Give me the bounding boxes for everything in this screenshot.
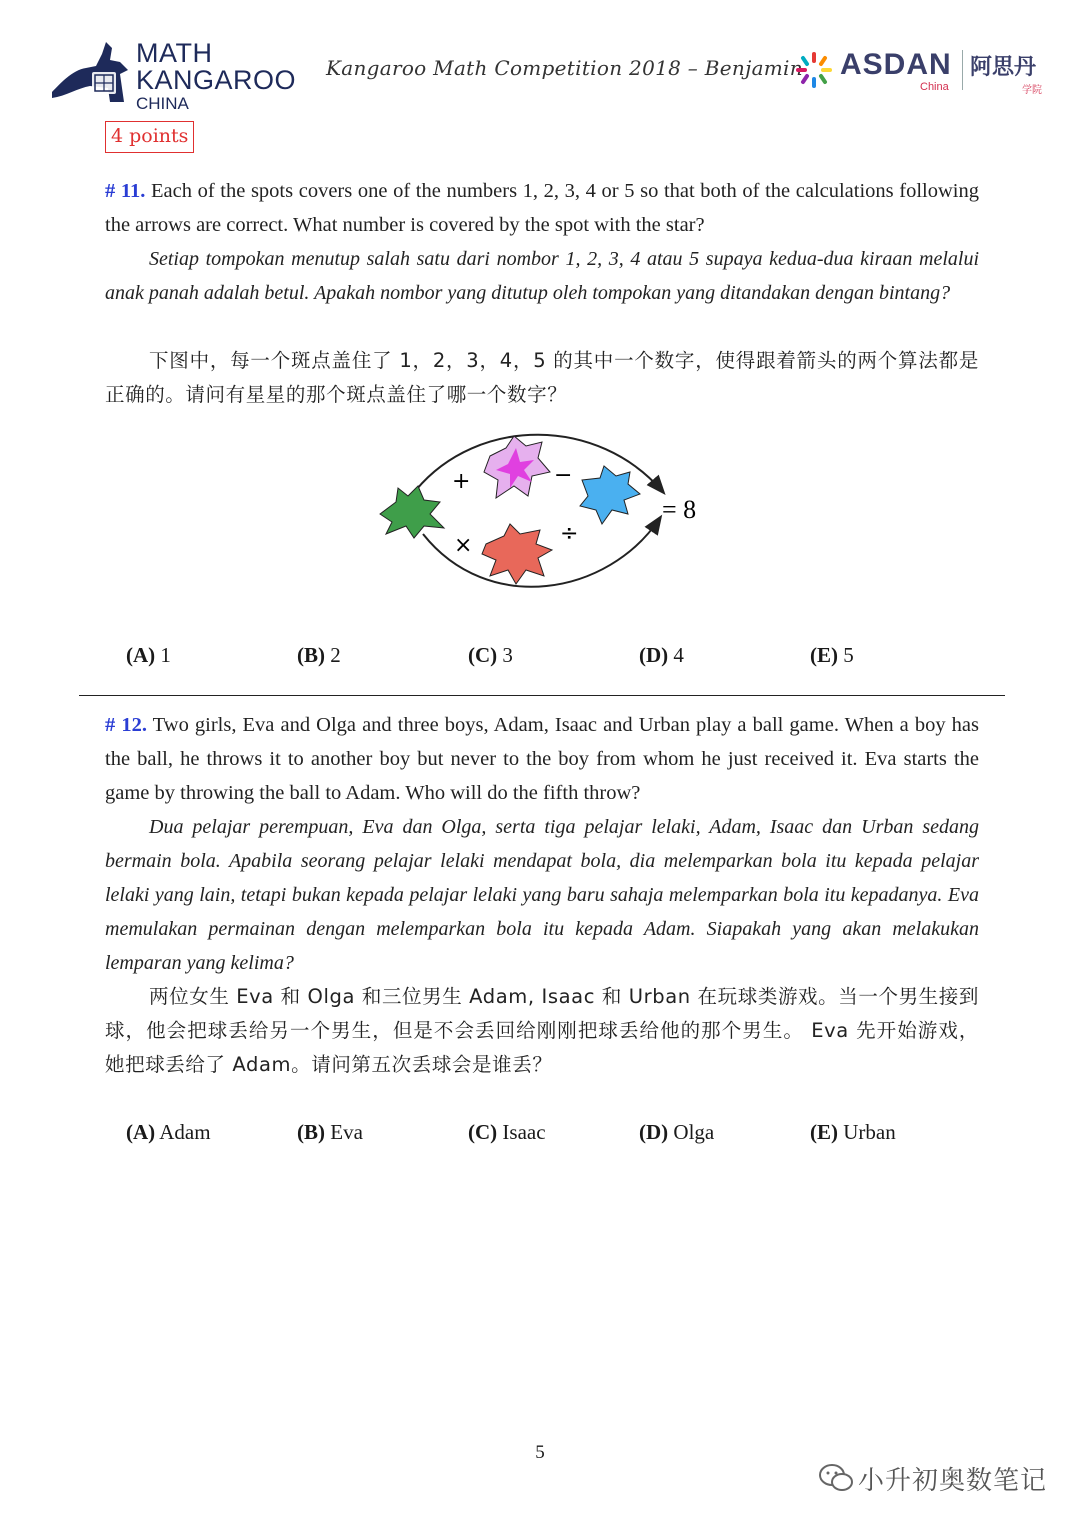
q12-english [105, 708, 979, 810]
option-value: Eva [330, 1120, 363, 1144]
q12-option-c[interactable] [468, 1120, 546, 1145]
logo-line-china: CHINA [136, 94, 189, 113]
q12-option-d[interactable] [639, 1120, 714, 1145]
option-letter: (A) [126, 1120, 156, 1144]
q11-malay: Setiap tompokan menutup salah satu dari nombor 1, 2, 3, 4 atau 5 supaya kedua-dua kiraan melalui anak panah adalah betul. Apakah nombor yang ditutup oleh tompokan yang ditandakan dengan bintang? [105, 248, 979, 304]
q11-option-a[interactable] [126, 643, 171, 668]
q11-option-b[interactable] [297, 643, 341, 668]
option-letter: (D) [639, 1120, 669, 1144]
option-value: Isaac [502, 1120, 546, 1144]
page-header-title: Kangaroo Math Competition 2018 – Benjamin [326, 56, 803, 80]
option-value: Olga [673, 1120, 715, 1144]
option-letter: (C) [468, 643, 498, 667]
asdan-china-label: China [920, 81, 949, 93]
option-value: Adam [159, 1120, 211, 1144]
q12-number: # 12. [105, 714, 147, 736]
q11-chinese: 下图中，每一个斑点盖住了 1，2，3，4，5 的其中一个数字，使得跟着箭头的两个算法都是正确的。请问有星星的那个斑点盖住了哪一个数字？ [105, 349, 979, 406]
option-value: 2 [330, 643, 341, 667]
asdan-burst-icon [794, 50, 834, 90]
option-value: 4 [673, 643, 684, 667]
q12-options [126, 1120, 1006, 1150]
option-value: 1 [160, 643, 171, 667]
logo-line-kangaroo: KANGAROO [136, 65, 297, 95]
logo-line-math: MATH [136, 38, 213, 68]
asdan-logo [794, 44, 1054, 98]
green-spot [380, 486, 444, 538]
q12-option-b[interactable] [297, 1120, 363, 1145]
asdan-wordmark: ASDAN [840, 48, 952, 81]
minus-sign: − [554, 463, 573, 488]
points-label: 4 points [105, 121, 194, 153]
q11-english-text: Each of the spots covers one of the numbers 1, 2, 3, 4 or 5 so that both of the calculations following the arrows are correct. What number is covered by the spot with the star? [105, 180, 979, 236]
q11-option-c[interactable] [468, 643, 513, 668]
divide-sign: ÷ [560, 521, 579, 546]
q11-english [105, 174, 979, 242]
page-number: 5 [535, 1442, 545, 1463]
q12-option-a[interactable] [126, 1120, 211, 1145]
q12-malay: Dua pelajar perempuan, Eva dan Olga, serta tiga pelajar lelaki, Adam, Isaac dan Urban sedang bermain bola. Apabila seorang pelajar lelaki mendapat bola, dia melemparkan bola itu kepada pelajar lelaki yang lain, tetapi bukan kepada pelajar lelaki yang baru sahaja melemparkan bola itu kepadanya. Eva memulakan permainan dengan melemparkan bola itu kepada Adam. Siapakah yang akan melakukan lemparan yang kelima? [105, 816, 979, 974]
watermark-text: 小升初奥数笔记 [858, 1466, 1048, 1496]
blue-spot [580, 466, 640, 524]
option-letter: (D) [639, 643, 669, 667]
math-kangaroo-logo [50, 38, 297, 113]
q11-option-e[interactable] [810, 643, 854, 668]
question-divider [79, 695, 1005, 696]
option-letter: (B) [297, 643, 325, 667]
option-letter: (B) [297, 1120, 325, 1144]
option-letter: (A) [126, 643, 156, 667]
plus-sign: + [452, 469, 471, 494]
q11-option-d[interactable] [639, 643, 684, 668]
red-spot [482, 524, 552, 584]
option-letter: (C) [468, 1120, 498, 1144]
option-value: 5 [843, 643, 854, 667]
asdan-chinese-sub: 学院 [1022, 85, 1042, 96]
q11-options [126, 643, 1006, 673]
asdan-chinese-name: 阿思丹 [970, 55, 1037, 80]
option-letter: (E) [810, 643, 838, 667]
option-letter: (E) [810, 1120, 838, 1144]
times-sign: × [454, 533, 473, 558]
logo-divider [962, 50, 963, 90]
q11-figure [368, 426, 728, 590]
equals-eight: = 8 [662, 495, 697, 524]
q12-option-e[interactable] [810, 1120, 896, 1145]
q12-english-text: Two girls, Eva and Olga and three boys, Adam, Isaac and Urban play a ball game. When a boy has the ball, he throws it to another boy but never to the boy from whom he just received it. Eva starts the game by throwing the ball to Adam. Who will do the fifth throw? [105, 714, 979, 804]
option-value: Urban [843, 1120, 896, 1144]
q12-chinese: 两位女生 Eva 和 Olga 和三位男生 Adam, Isaac 和 Urban 在玩球类游戏。当一个男生接到球，他会把球丢给另一个男生，但是不会丢回给刚刚把球丢给他的那个男生。 Eva 先开始游戏，她把球丢给了 Adam。请问第五次丢球会是谁丢？ [105, 985, 979, 1076]
q11-number: # 11. [105, 180, 146, 202]
wechat-icon [818, 1462, 854, 1494]
kangaroo-icon [50, 40, 136, 108]
option-value: 3 [502, 643, 513, 667]
